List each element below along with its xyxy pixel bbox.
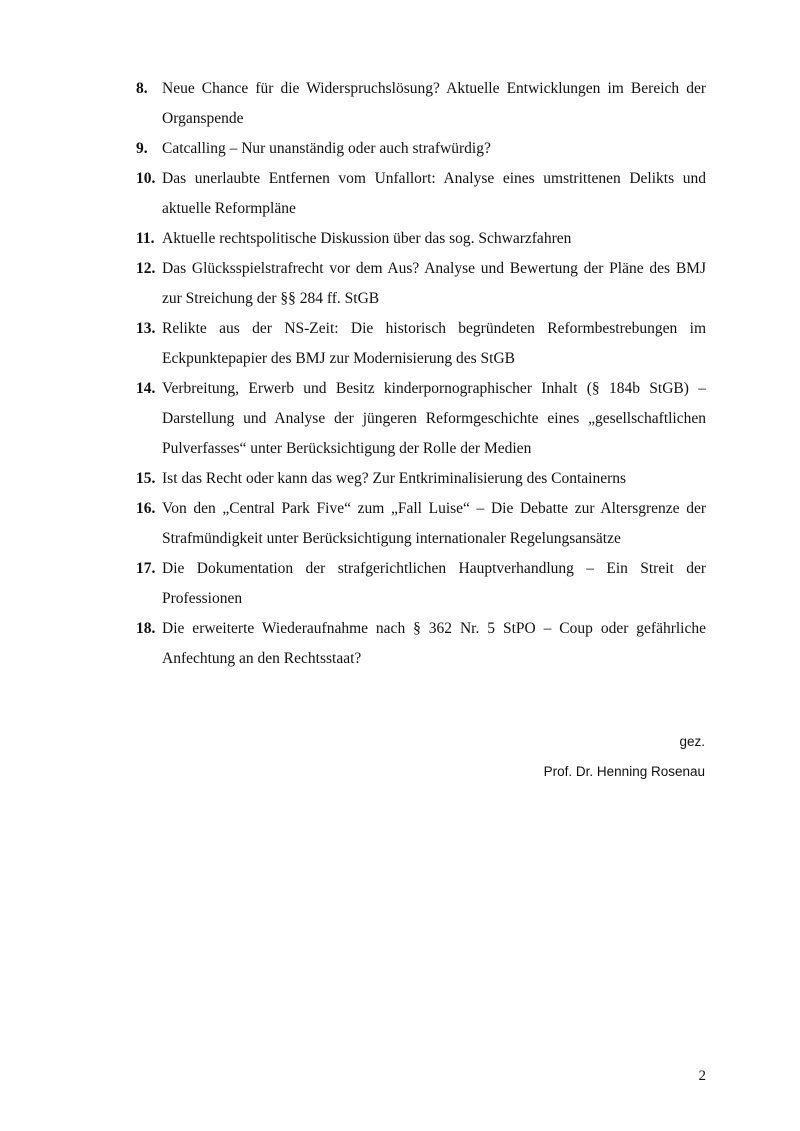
- topic-number: 8.: [136, 80, 148, 97]
- topic-number: 15.: [136, 470, 156, 487]
- topic-number: 10.: [136, 170, 156, 187]
- signature-note: gez.: [679, 734, 705, 749]
- topic-title: Ist das Recht oder kann das weg? Zur Entkriminalisierung des Containerns: [162, 470, 627, 487]
- page-number: 2: [698, 1068, 706, 1084]
- list-item: [136, 164, 706, 224]
- topic-title: Relikte aus der NS-Zeit: Die historisch begründeten Reformbestrebungen im Eckpunktepapier des BMJ zur Modernisierung des StGB: [162, 320, 706, 367]
- list-item: [136, 224, 706, 254]
- topic-title: Die erweiterte Wiederaufnahme nach § 362 Nr. 5 StPO – Coup oder gefährliche Anfechtung an den Rechtsstaat?: [162, 620, 706, 667]
- topic-list: [136, 74, 706, 674]
- list-item: [136, 134, 706, 164]
- topic-title: Von den „Central Park Five“ zum „Fall Luise“ – Die Debatte zur Altersgrenze der Strafmündigkeit unter Berücksichtigung internationaler Regelungsansätze: [162, 500, 706, 547]
- list-item: [136, 464, 706, 494]
- topic-title: Das Glücksspielstrafrecht vor dem Aus? Analyse und Bewertung der Pläne des BMJ zur Streichung der §§ 284 ff. StGB: [162, 260, 706, 307]
- list-item: [136, 374, 706, 464]
- topic-title: Aktuelle rechtspolitische Diskussion über das sog. Schwarzfahren: [162, 230, 572, 247]
- topic-number: 9.: [136, 140, 148, 157]
- topic-title: Das unerlaubte Entfernen vom Unfallort: Analyse eines umstrittenen Delikts und aktuelle Reformpläne: [162, 170, 706, 217]
- topic-title: Die Dokumentation der strafgerichtlichen Hauptverhandlung – Ein Streit der Professionen: [162, 560, 706, 607]
- topic-title: Neue Chance für die Widerspruchslösung? Aktuelle Entwicklungen im Bereich der Organspende: [162, 80, 706, 127]
- list-item: [136, 254, 706, 314]
- topic-number: 18.: [136, 620, 156, 637]
- topic-number: 17.: [136, 560, 156, 577]
- list-item: [136, 74, 706, 134]
- list-item: [136, 614, 706, 674]
- topic-title: Verbreitung, Erwerb und Besitz kinderpornographischer Inhalt (§ 184b StGB) – Darstellung und Analyse der jüngeren Reformgeschichte eines „gesellschaftlichen Pulverfasses“ unter Berücksichtigung der Rolle der Medien: [162, 380, 706, 457]
- signature-name: Prof. Dr. Henning Rosenau: [543, 764, 705, 779]
- topic-number: 13.: [136, 320, 156, 337]
- topic-number: 16.: [136, 500, 156, 517]
- list-item: [136, 554, 706, 614]
- list-item: [136, 314, 706, 374]
- topic-title: Catcalling – Nur unanständig oder auch strafwürdig?: [162, 140, 491, 157]
- topic-number: 11.: [136, 230, 155, 247]
- topic-number: 14.: [136, 380, 156, 397]
- signature-block: [544, 727, 705, 787]
- topic-number: 12.: [136, 260, 156, 277]
- list-item: [136, 494, 706, 554]
